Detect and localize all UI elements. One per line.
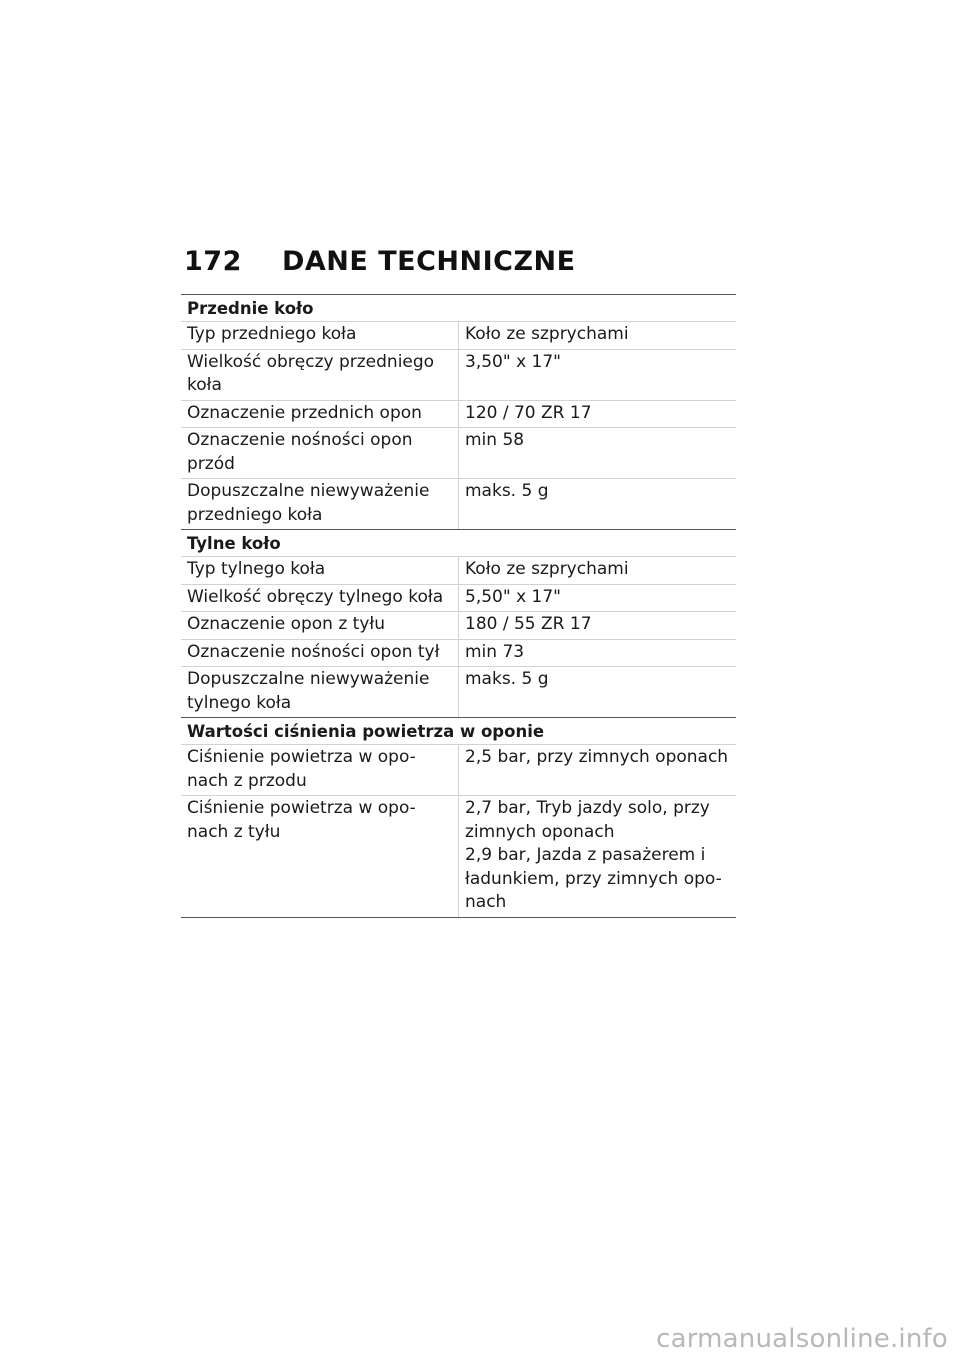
spec-label-line: Typ tylnego koła [187,559,326,579]
spec-value-line: maks. 5 g [465,481,549,501]
page-header [184,243,576,279]
spec-label-line: tylnego koła [187,692,292,713]
table-row [181,428,736,479]
section-header-tire-pressure: Wartości ciśnienia powietrza w oponie [181,718,736,745]
spec-label-line: przedniego koła [187,504,323,525]
spec-value [459,401,736,428]
spec-label-line: Oznaczenie nośności opon tył [187,641,440,662]
spec-label [181,322,459,349]
spec-label [181,612,459,639]
spec-label-line: Typ przedniego koła [187,324,357,344]
table-row [181,401,736,429]
table-row [181,667,736,718]
table-row [181,350,736,401]
spec-value-line: nach [465,892,507,912]
spec-label-line: Dopuszczalne niewyważenie [187,481,430,501]
table-row [181,557,736,585]
table-row [181,796,736,918]
spec-value-line: zimnych oponach [465,821,615,842]
table-row [181,612,736,640]
spec-label-line: Oznaczenie przednich opon [187,402,422,423]
spec-label-line: Ciśnienie powietrza w opo- [187,747,416,767]
spec-label-line: Oznaczenie opon z tyłu [187,614,386,634]
spec-label [181,479,459,529]
spec-value-line: Koło ze szprychami [465,324,629,344]
spec-label [181,796,459,917]
table-row [181,479,736,530]
spec-value-line: min 73 [465,641,525,662]
spec-label-line: nach z przodu [187,770,307,791]
spec-value-line: min 58 [465,430,525,450]
spec-value [459,745,736,795]
table-row [181,585,736,613]
spec-value-line: 3,50" x 17" [465,351,561,372]
section-header-front-wheel: Przednie koło [181,295,736,322]
spec-label [181,667,459,717]
spec-value-line: maks. 5 g [465,669,549,689]
spec-value [459,479,736,529]
section-header-rear-wheel: Tylne koło [181,530,736,557]
spec-label [181,401,459,428]
spec-label-line: Oznaczenie nośności opon [187,430,413,450]
spec-table [181,294,736,918]
section-body-tire-pressure [181,745,736,918]
spec-label [181,557,459,584]
spec-label-line: Wielkość obręczy przedniego [187,351,435,372]
spec-value-line: 2,9 bar, Jazda z pasażerem i [465,845,706,865]
spec-value [459,557,736,584]
spec-value [459,350,736,400]
spec-value-line: 120 / 70 ZR 17 [465,402,592,423]
spec-value-line: Koło ze szprychami [465,559,629,579]
spec-label [181,350,459,400]
spec-value [459,796,736,917]
spec-label [181,640,459,667]
spec-value [459,428,736,478]
spec-value [459,612,736,639]
page-title: DANE TECHNICZNE [282,245,576,277]
spec-label-line: Dopuszczalne niewyważenie [187,669,430,689]
spec-value-line: ładunkiem, przy zimnych opo- [465,868,722,889]
spec-value-line: 5,50" x 17" [465,586,561,607]
spec-label-line: Wielkość obręczy tylnego koła [187,586,444,607]
spec-value-line: 180 / 55 ZR 17 [465,614,592,634]
spec-label [181,585,459,612]
spec-value [459,585,736,612]
watermark-text: carmanualsonline.info [656,1324,948,1354]
spec-label-line: koła [187,375,222,395]
spec-value-line: 2,5 bar, przy zimnych oponach [465,747,729,767]
spec-label [181,428,459,478]
spec-value [459,322,736,349]
spec-label-line: nach z tyłu [187,821,281,842]
spec-value [459,640,736,667]
page-number: 172 [184,245,242,277]
table-row [181,640,736,668]
spec-label-line: Ciśnienie powietrza w opo- [187,798,416,818]
spec-label-line: przód [187,453,235,474]
spec-value [459,667,736,717]
section-body-front-wheel [181,322,736,530]
spec-label [181,745,459,795]
section-body-rear-wheel [181,557,736,718]
spec-value-line: 2,7 bar, Tryb jazdy solo, przy [465,798,710,818]
table-row [181,745,736,796]
table-row [181,322,736,350]
